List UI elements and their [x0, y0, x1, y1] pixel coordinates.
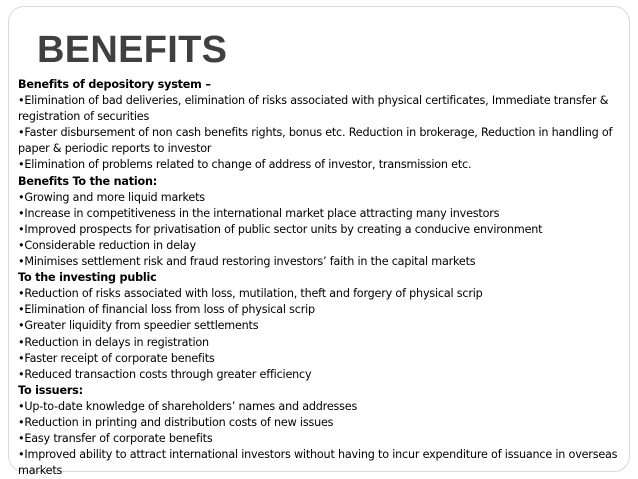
slide-body — [18, 77, 620, 479]
slide-title: BENEFITS — [37, 29, 228, 71]
bullet-item: •Reduced transaction costs through greater efficiency — [18, 367, 312, 381]
bullet-item: •Greater liquidity from speedier settlements — [18, 319, 259, 333]
bullet-item: •Improved prospects for privatisation of public sector units by creating a conducive environment — [18, 222, 543, 236]
bullet-item: •Elimination of financial loss from loss of physical scrip — [18, 303, 315, 317]
section-heading-issuers: To issuers: — [18, 383, 83, 397]
bullet-item: •Elimination of bad deliveries, elimination of risks associated with physical certificates, Immediate transfer & registration of securities — [18, 94, 609, 124]
bullet-item: •Growing and more liquid markets — [18, 190, 205, 204]
bullet-item: •Reduction in printing and distribution costs of new issues — [18, 415, 334, 429]
bullet-item: •Improved ability to attract international investors without having to incur expenditure of issuance in overseas markets — [18, 448, 618, 478]
bullet-item: •Elimination of problems related to change of address of investor, transmission etc. — [18, 158, 472, 172]
section-heading-depository: Benefits of depository system – — [18, 78, 211, 91]
section-heading-investing-public: To the investing public — [18, 271, 157, 285]
bullet-item: •Easy transfer of corporate benefits — [18, 432, 213, 446]
bullet-item: •Reduction in delays in registration — [18, 335, 209, 349]
section-heading-nation: Benefits To the nation: — [18, 174, 158, 188]
bullet-item: •Faster disbursement of non cash benefits rights, bonus etc. Reduction in brokerage, Reduction in handling of paper & periodic reports to investor — [18, 126, 613, 156]
bullet-item: •Reduction of risks associated with loss, mutilation, theft and forgery of physical scrip — [18, 287, 483, 301]
bullet-item: •Up-to-date knowledge of shareholders’ names and addresses — [18, 399, 358, 413]
bullet-item: •Increase in competitiveness in the international market place attracting many investors — [18, 206, 500, 220]
bullet-item: •Faster receipt of corporate benefits — [18, 351, 215, 365]
bullet-item: •Considerable reduction in delay — [18, 238, 196, 252]
bullet-item: •Minimises settlement risk and fraud restoring investors’ faith in the capital markets — [18, 255, 476, 269]
